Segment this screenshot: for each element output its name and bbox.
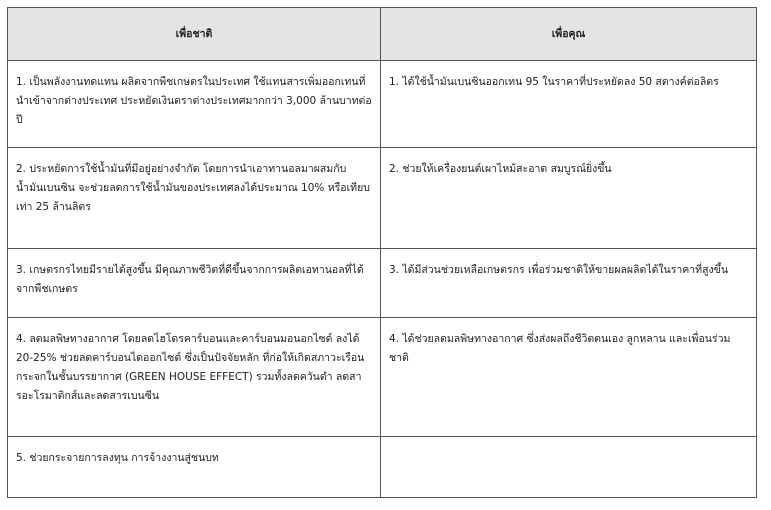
benefits-table (7, 7, 757, 498)
nation-benefit-4: 4. ลดมลพิษทางอากาศ โดยลดไฮโดรคาร์บอนและคาร์บอนมอนอกไซด์ ลงได้ 20-25% ช่วยลดคาร์บอนไดออกไซด์ ซึ่งเป็นปัจจัยหลัก ที่ก่อให้เกิดสภาวะเรือนกระจกในชั้นบรรยากาศ (GREEN HOUSE EFFECT) รวมทั้งลดควันดำ ลดสารอะโรมาติกส์และลดสารเบนซีน (16, 333, 365, 402)
table-row (8, 249, 757, 318)
nation-benefit-2: 2. ประหยัดการใช้น้ำมันที่มีอยู่อย่างจำกัด โดยการนำเอาทานอลมาผสมกับน้ำมันเบนซิน จะช่วยลดการใช้น้ำมันของประเทศลงได้ประมาณ 10% หรือเทียบเท่า 25 ล้านลิตร (16, 163, 370, 213)
nation-cell (8, 148, 381, 249)
table-row (8, 61, 757, 148)
you-benefit-3: 3. ได้มีส่วนช่วยเหลือเกษตรกร เพื่อร่วมชาติให้ขายผลผลิตได้ในราคาที่สูงขึ้น (389, 264, 728, 276)
you-cell (381, 61, 757, 148)
nation-benefit-1: 1. เป็นพลังงานทดแทน ผลิตจากพืชเกษตรในประเทศ ใช้แทนสารเพิ่มออกเทนที่นำเข้าจากต่างประเทศ ประหยัดเงินตราต่างประเทศมากกว่า 3,000 ล้านบาทต่อปี (16, 76, 372, 126)
nation-cell (8, 318, 381, 437)
nation-cell (8, 249, 381, 318)
you-benefit-2: 2. ช่วยให้เครื่องยนต์เผาไหม้สะอาด สมบูรณ์ยิ่งขึ้น (389, 163, 612, 175)
you-benefit-4: 4. ได้ช่วยลดมลพิษทางอากาศ ซึ่งส่งผลถึงชีวิตตนเอง ลูกหลาน และเพื่อนร่วมชาติ (389, 333, 731, 364)
header-for-you: เพื่อคุณ (381, 8, 757, 61)
nation-cell (8, 61, 381, 148)
you-benefit-1: 1. ได้ใช้น้ำมันเบนซินออกเทน 95 ในราคาที่ประหยัดลง 50 สตางค์ต่อลิตร (389, 76, 719, 88)
table-row (8, 437, 757, 498)
you-cell (381, 318, 757, 437)
table-row (8, 148, 757, 249)
nation-cell (8, 437, 381, 498)
you-benefit-5 (381, 437, 756, 449)
table-header-row (8, 8, 757, 61)
you-cell (381, 437, 757, 498)
nation-benefit-3: 3. เกษตรกรไทยมีรายได้สูงขึ้น มีคุณภาพชีวิตที่ดีขึ้นจากการผลิตเอทานอลที่ได้จากพืชเกษตร (16, 264, 364, 295)
you-cell (381, 148, 757, 249)
table-row (8, 318, 757, 437)
nation-benefit-5: 5. ช่วยกระจายการลงทุน การจ้างงานสู่ชนบท (16, 452, 219, 464)
you-cell (381, 249, 757, 318)
header-for-nation: เพื่อชาติ (8, 8, 381, 61)
